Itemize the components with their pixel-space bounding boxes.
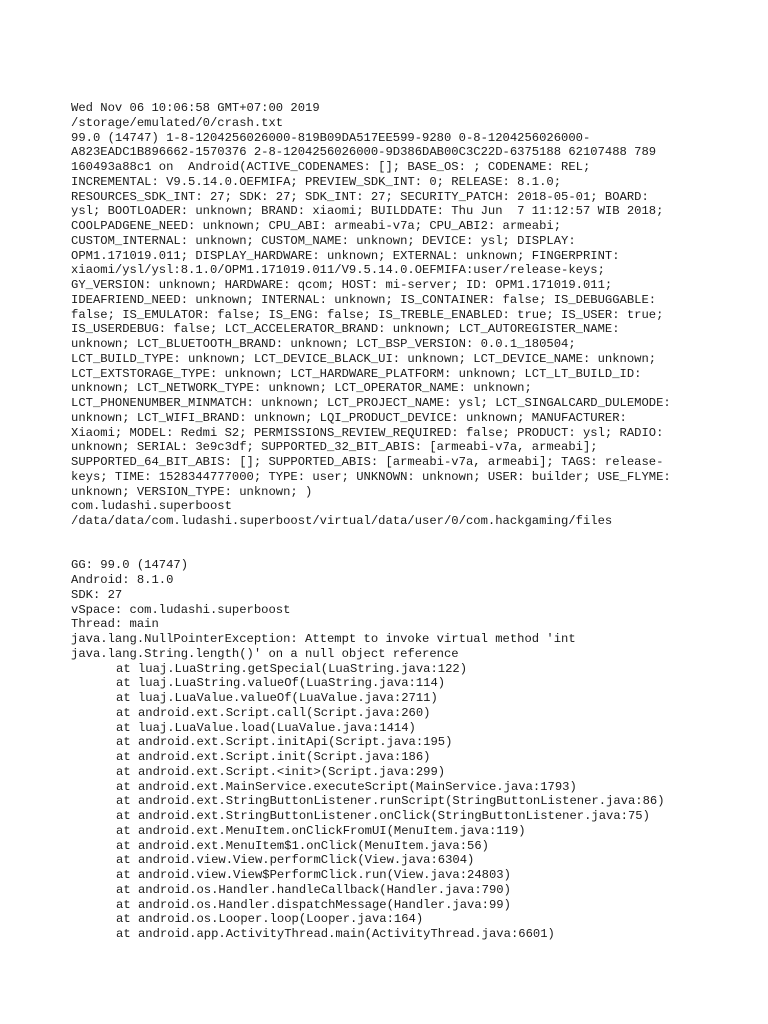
stack-trace <box>71 662 761 942</box>
stack-frame: at android.ext.StringButtonListener.runScript(StringButtonListener.java:86) <box>116 794 665 809</box>
stack-frame: at android.ext.Script.call(Script.java:260) <box>116 705 431 720</box>
stack-frame: at android.os.Looper.loop(Looper.java:164) <box>116 912 424 927</box>
device-info-line: 160493a88c1 on Android(ACTIVE_CODENAMES: []; BASE_OS: ; CODENAME: REL; <box>71 160 591 174</box>
device-info-line: CUSTOM_INTERNAL: unknown; CUSTOM_NAME: unknown; DEVICE: ysl; DISPLAY: <box>71 233 576 248</box>
device-info-line: SUPPORTED_64_BIT_ABIS: []; SUPPORTED_ABIS: [armeabi-v7a, armeabi]; TAGS: release- <box>71 455 664 469</box>
device-info-line: 99.0 (14747) 1-8-1204256026000-819B09DA517EE599-9280 0-8-1204256026000- <box>71 130 591 145</box>
device-info-line: keys; TIME: 1528344777000; TYPE: user; UNKNOWN: unknown; USER: builder; USE_FLYME: <box>71 469 671 484</box>
stack-frame: at android.app.ActivityThread.main(ActivityThread.java:6601) <box>116 927 555 941</box>
gg-version: GG: 99.0 (14747) <box>71 558 189 573</box>
device-info-line: LCT_PHONENUMBER_MINMATCH: unknown; LCT_PROJECT_NAME: ysl; LCT_SINGALCARD_DULEMODE: <box>71 396 671 410</box>
stack-frame: at android.ext.Script.<init>(Script.java:299) <box>116 764 446 779</box>
thread-name: Thread: main <box>71 617 159 632</box>
device-info-line: unknown; LCT_BLUETOOTH_BRAND: unknown; LCT_BSP_VERSION: 0.0.1_180504; <box>71 337 576 351</box>
android-version: Android: 8.1.0 <box>71 573 174 587</box>
crash-timestamp: Wed Nov 06 10:06:58 GMT+07:00 2019 <box>71 101 320 115</box>
device-info-line: ysl; BOOTLOADER: unknown; BRAND: xiaomi; BUILDDATE: Thu Jun 7 11:12:57 WIB 2018; <box>71 204 664 219</box>
stack-frame: at android.ext.Script.init(Script.java:186) <box>116 750 431 764</box>
sdk-version: SDK: 27 <box>71 587 123 602</box>
device-info-line: RESOURCES_SDK_INT: 27; SDK: 27; SDK_INT: 27; SECURITY_PATCH: 2018-05-01; BOARD: <box>71 189 649 204</box>
exception-message <box>71 632 761 662</box>
device-info-line: LCT_EXTSTORAGE_TYPE: unknown; LCT_HARDWARE_PLATFORM: unknown; LCT_LT_BUILD_ID: <box>71 366 642 381</box>
stack-frame: at luaj.LuaValue.load(LuaValue.java:1414) <box>116 720 416 735</box>
exception-line: java.lang.String.length()' on a null object reference <box>71 646 459 661</box>
device-info-line: /data/data/com.ludashi.superboost/virtual/data/user/0/com.hackgaming/files <box>71 514 613 528</box>
device-info-line: unknown; SERIAL: 3e9c3df; SUPPORTED_32_BIT_ABIS: [armeabi-v7a, armeabi]; <box>71 440 598 455</box>
stack-frame: at android.ext.Script.initApi(Script.java:195) <box>116 735 453 750</box>
stack-frame: at android.ext.MenuItem$1.onClick(MenuItem.java:56) <box>116 838 489 853</box>
device-info-line: LCT_BUILD_TYPE: unknown; LCT_DEVICE_BLACK_UI: unknown; LCT_DEVICE_NAME: unknown; <box>71 351 657 366</box>
exception-line: java.lang.NullPointerException: Attempt to invoke virtual method 'int <box>71 632 576 646</box>
device-info-line: GY_VERSION: unknown; HARDWARE: qcom; HOST: mi-server; ID: OPM1.171019.011; <box>71 278 613 292</box>
section-spacer <box>71 529 761 559</box>
device-info-line: false; IS_EMULATOR: false; IS_ENG: false; IS_TREBLE_ENABLED: true; IS_USER: true; <box>71 307 664 322</box>
device-info-line: unknown; VERSION_TYPE: unknown; ) <box>71 484 313 499</box>
device-info-line: IS_USERDEBUG: false; LCT_ACCELERATOR_BRAND: unknown; LCT_AUTOREGISTER_NAME: <box>71 322 620 337</box>
crash-log-document <box>71 101 761 942</box>
device-info-block <box>71 131 761 529</box>
stack-frame: at android.view.View$PerformClick.run(View.java:24803) <box>116 868 511 882</box>
device-info-line: unknown; LCT_WIFI_BRAND: unknown; LQI_PRODUCT_DEVICE: unknown; MANUFACTURER: <box>71 410 627 425</box>
crash-file-path: /storage/emulated/0/crash.txt <box>71 115 284 130</box>
stack-frame: at android.view.View.performClick(View.java:6304) <box>116 853 475 868</box>
stack-frame: at android.ext.StringButtonListener.onClick(StringButtonListener.java:75) <box>116 809 650 823</box>
device-info-line: A823EADC1B896662-1570376 2-8-1204256026000-9D386DAB00C3C22D-6375188 62107488 789 <box>71 145 657 160</box>
device-info-line: com.ludashi.superboost <box>71 499 232 514</box>
device-info-line: IDEAFRIEND_NEED: unknown; INTERNAL: unknown; IS_CONTAINER: false; IS_DEBUGGABLE: <box>71 292 657 307</box>
device-info-line: Xiaomi; MODEL: Redmi S2; PERMISSIONS_REVIEW_REQUIRED: false; PRODUCT: ysl; RADIO: <box>71 425 664 440</box>
crash-summary <box>71 558 761 632</box>
stack-frame: at luaj.LuaString.valueOf(LuaString.java:114) <box>116 676 446 691</box>
device-info-line: unknown; LCT_NETWORK_TYPE: unknown; LCT_OPERATOR_NAME: unknown; <box>71 381 532 396</box>
device-info-line: OPM1.171019.011; DISPLAY_HARDWARE: unknown; EXTERNAL: unknown; FINGERPRINT: <box>71 248 620 263</box>
vspace-package: vSpace: com.ludashi.superboost <box>71 602 291 617</box>
stack-frame: at android.os.Handler.handleCallback(Handler.java:790) <box>116 882 511 897</box>
stack-frame: at android.os.Handler.dispatchMessage(Handler.java:99) <box>116 897 511 912</box>
stack-frame: at luaj.LuaValue.valueOf(LuaValue.java:2711) <box>116 691 438 705</box>
device-info-line: INCREMENTAL: V9.5.14.0.OEFMIFA; PREVIEW_SDK_INT: 0; RELEASE: 8.1.0; <box>71 174 562 189</box>
device-info-line: xiaomi/ysl/ysl:8.1.0/OPM1.171019.011/V9.5.14.0.OEFMIFA:user/release-keys; <box>71 263 605 278</box>
stack-frame: at android.ext.MenuItem.onClickFromUI(MenuItem.java:119) <box>116 823 526 838</box>
stack-frame: at luaj.LuaString.getSpecial(LuaString.java:122) <box>116 661 468 676</box>
stack-frame: at android.ext.MainService.executeScript(MainService.java:1793) <box>116 779 577 794</box>
device-info-line: COOLPADGENE_NEED: unknown; CPU_ABI: armeabi-v7a; CPU_ABI2: armeabi; <box>71 219 562 233</box>
